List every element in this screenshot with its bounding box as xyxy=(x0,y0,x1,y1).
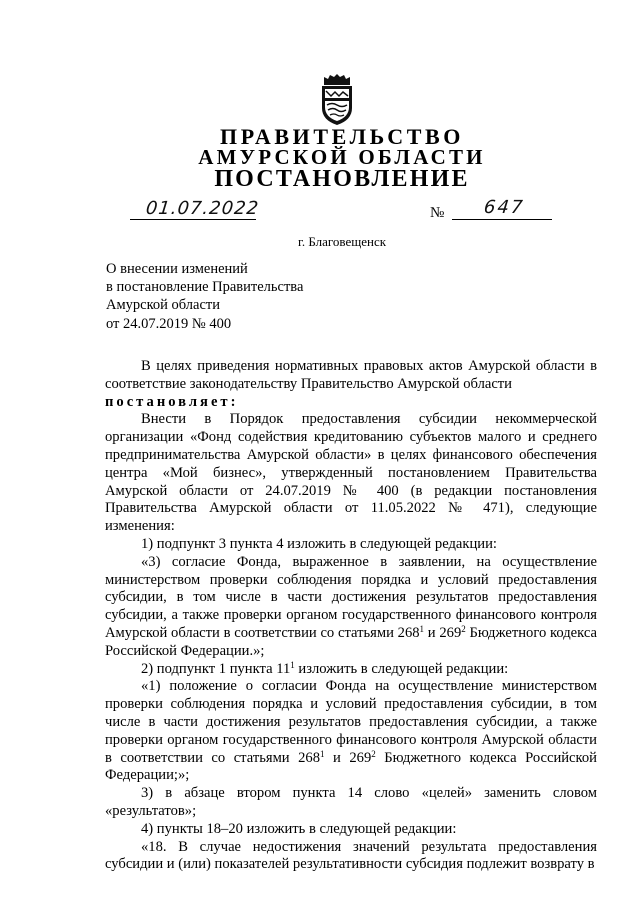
change-item-4: 4) пункты 18–20 изложить в следующей редакции: xyxy=(141,820,457,837)
change-item-2 xyxy=(105,661,597,679)
document-body xyxy=(105,358,597,874)
government-title-line2: АМУРСКОЙ ОБЛАСТИ xyxy=(198,145,486,169)
change-item-3: 3) в абзаце втором пункта 14 слово «целей» заменить словом «результатов»; xyxy=(105,785,597,819)
handwritten-date: 01.07.2022 xyxy=(144,198,261,219)
text-part: «1) положение о согласии Фонда на осуществление министерством проверки соблюдения порядка и условий предоставления субсидии, в том числе в части достижения результатов предоставления субсидии, а также проверки органом государственного финансового контроля Амурской области в соответствии со статьями 268 xyxy=(105,678,597,766)
amur-region-coat-of-arms-icon xyxy=(317,74,357,126)
subject-line: в постановление Правительства xyxy=(106,279,304,296)
change-item-1: 1) подпункт 3 пункта 4 изложить в следующей редакции: xyxy=(141,535,497,552)
government-title-line1: ПРАВИТЕЛЬСТВО xyxy=(219,124,464,149)
text-part: «3) согласие Фонда, выраженное в заявлении, на осуществление министерством проверки соблюдения порядка и условий предоставления субсидии, в том числе в части достижения результатов предоставления субсидии, а также проверки органом государственного финансового контроля Амурской области в соответствии со статьями 268 xyxy=(105,553,597,641)
document-type-title: ПОСТАНОВЛЕНИЕ xyxy=(214,166,470,192)
number-sign: № xyxy=(430,205,445,221)
superscript: 1 xyxy=(419,623,425,634)
date-underline xyxy=(130,219,256,220)
text-part: и 269 xyxy=(324,749,372,766)
preamble-paragraph: В целях приведения нормативных правовых актов Амурской области в соответствие законодательству Правительство Амурской области xyxy=(105,358,597,392)
subject-line: Амурской области xyxy=(106,297,220,314)
document-subject xyxy=(106,260,303,333)
superscript: 1 xyxy=(290,659,295,670)
number-underline xyxy=(452,219,552,220)
decree-word: постановляет: xyxy=(105,393,239,410)
text-part: Бюджетного кодекса Российской Федерации;»; xyxy=(105,749,597,784)
change-item-1-text xyxy=(105,554,597,661)
subject-line: от 24.07.2019 № 400 xyxy=(106,315,232,332)
superscript: 2 xyxy=(371,748,376,759)
change-item-2-text xyxy=(105,678,597,785)
text-part: и 269 xyxy=(424,624,462,641)
city-name: г. Благовещенск xyxy=(297,234,387,249)
amendment-intro-paragraph: Внести в Порядок предоставления субсидии некоммерческой организации «Фонд содействия кредитованию субъектов малого и среднего предпринимательства Амурской области» в целях финансового обеспечения центра «Мой бизнес», утвержденный постановлением Правительства Амурской области от 24.07.2019 № 400 (в редакции постановления Правительства Амурской области от 11.05.2022 № 471), следующие изменения: xyxy=(105,411,597,535)
superscript: 2 xyxy=(461,623,466,634)
text-part: Бюджетного кодекса Российской Федерации.»; xyxy=(105,624,597,659)
text-part: 2) подпункт 1 пункта 11 xyxy=(141,660,291,677)
text-part: изложить в следующей редакции: xyxy=(294,660,509,677)
change-item-4-text: «18. В случае недостижения значений результата предоставления субсидии и (или) показателей результативности субсидия подлежит возврату в xyxy=(105,838,597,873)
superscript: 1 xyxy=(320,748,325,759)
subject-line: О внесении изменений xyxy=(106,261,248,277)
handwritten-number: 647 xyxy=(482,197,526,218)
